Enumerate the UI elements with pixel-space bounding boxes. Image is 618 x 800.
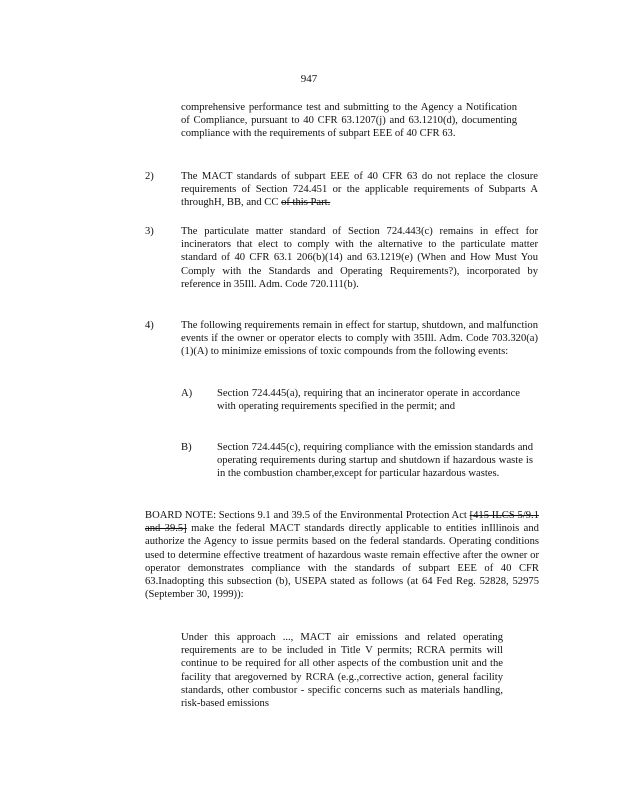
item-4a-text: Section 724.445(a), requiring that an incinerator operate in accordance with operating requirements specified in the permit; and (217, 388, 520, 413)
item-2-text-wrap (181, 170, 538, 210)
item-3-paragraph (181, 225, 538, 291)
board-note-struck-text: [415 ILCS 5/9.1 and 39.5] (145, 510, 539, 535)
board-note-wrap (145, 509, 539, 601)
item-2-text: The MACT standards of subpart EEE of 40 CFR 63 do not replace the closure requirements of Section 724.451 or the applicable requirements of Subparts A throughH, BB, and CC (181, 171, 538, 209)
item-4a-paragraph (217, 387, 520, 413)
item-4-paragraph (181, 319, 538, 359)
intro-text: comprehensive performance test and submitting to the Agency a Notification of Compliance, pursuant to 40 CFR 63.1207(j) and 63.1210(d), documenting compliance with the requirements of subpart EEE of 40 CFR 63. (181, 102, 517, 140)
intro-paragraph (181, 101, 517, 141)
item-4b-letter: B) (181, 442, 192, 453)
quote-text: Under this approach ..., MACT air emissions and related operating requirements are to be included in Title V permits; RCRA permits will continue to be required for all other aspects of the combustion unit and the facility that aregoverned by RCRA (e.g.,corrective action, general facility standards, other combustor - specific concerns such as materials handling, risk-based emissions (181, 632, 503, 710)
board-note-rest: make the federal MACT standards directly applicable to entities inIllinois and authorize the Agency to issue permits based on the federal standards. Operating conditions used to determine effective treatment of hazardous waste remain effective after the owner or operator demonstrates compliance with the standards of subpart EEE of 40 CFR 63.Inadopting this subsection (b), USEPA stated as follows (at 64 Fed Reg. 52828, 52975 (September 30, 1999)): (145, 523, 539, 601)
item-2-number: 2) (145, 171, 154, 182)
item-3-number: 3) (145, 226, 154, 237)
board-note-lead: BOARD NOTE: Sections 9.1 and 39.5 of the Environmental Protection Act (145, 510, 467, 521)
item-4-number: 4) (145, 320, 154, 331)
item-4b-paragraph (217, 441, 533, 481)
item-4-text: The following requirements remain in effect for startup, shutdown, and malfunction events if the owner or operator elects to comply with 35Ill. Adm. Code 703.320(a)(1)(A) to minimize emissions of toxic compounds from the following events: (181, 320, 538, 358)
quote-block (181, 631, 503, 710)
page-number: 947 (300, 73, 318, 85)
item-2-paragraph (181, 170, 538, 210)
item-2-struck-text: of this Part. (281, 197, 331, 209)
item-3-text: The particulate matter standard of Section 724.443(c) remains in effect for incinerators that elect to comply with the alternative to the particulate matter standard of 40 CFR 63.1 206(b)(14) and 63.1219(e) (When and How Must You Comply with the Standards and Operating Requirements?), incorporated by reference in 35Ill. Adm. Code 720.111(b). (181, 226, 538, 290)
board-note (145, 509, 539, 601)
item-4b-text: Section 724.445(c), requiring compliance with the emission standards and operating requirements during startup and shutdown if hazardous waste is in the combustion chamber,except for particular hazardous wastes. (217, 442, 533, 480)
item-4a-letter: A) (181, 388, 193, 399)
